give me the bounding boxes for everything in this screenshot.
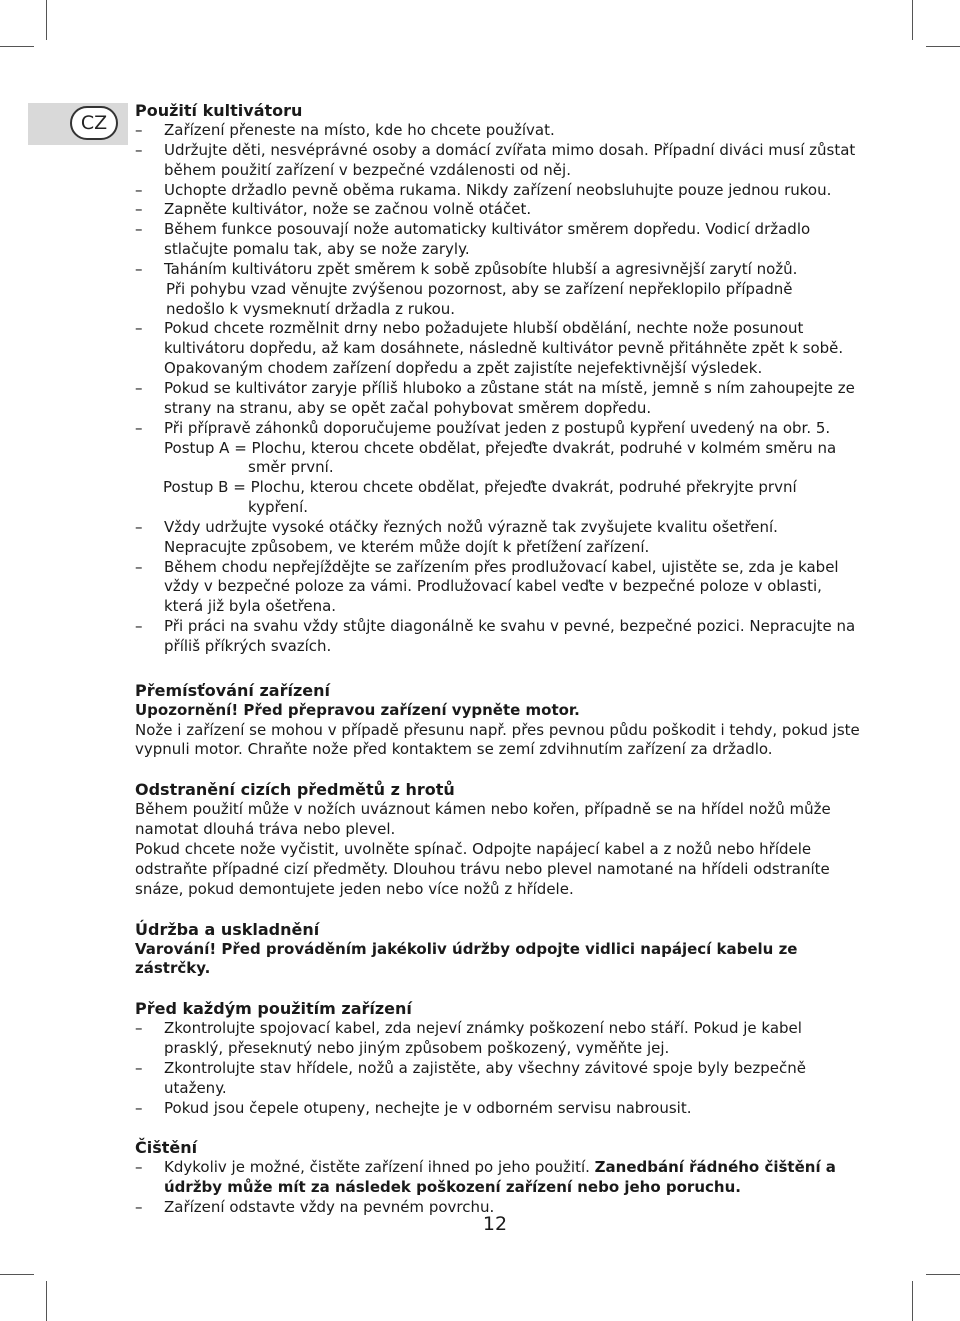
foreign-objects-p2: Pokud chcete nože vyčistit, uvolněte spínač. Odpojte napájecí kabel a z nožů nebo hřídele odstraňte případné cizí předměty. Dlouhou trávu nebo plevel namotané na hřídeli odstraníte snáze, pokud demontujete jeden nebo více nožů z hřídele. [135, 840, 830, 898]
page-number: 12 [482, 1213, 508, 1235]
transport-warning: Upozornění! Před přepravou zařízení vypněte motor. [135, 700, 580, 719]
list-item: – Při přípravě záhonků doporučujeme používat jeden z postupů kypření uvedený na obr. 5. [135, 419, 860, 439]
crop-mark [926, 1274, 960, 1275]
list-item: – Zařízení odstavte vždy na pevném povrchu. [135, 1198, 860, 1218]
rpm-list [135, 518, 860, 538]
section-title-usage: Použití kultivátoru [135, 101, 303, 120]
crop-mark [46, 1281, 47, 1321]
cleaning-list [135, 1158, 860, 1218]
crop-mark [926, 46, 960, 47]
rpm-note: Nepracujte způsobem, ve kterém může dojít k přetížení zařízení. [164, 537, 650, 556]
postup-a-line1: Postup A = Plochu, kterou chcete obdělat, přejeďte dvakrát, podruhé v kolmém směru na [164, 438, 837, 457]
usage-list-b [135, 319, 860, 438]
page-content [135, 101, 860, 1218]
list-item: – Pokud jsou čepele otupeny, nechejte je v odborném servisu nabrousit. [135, 1099, 860, 1119]
list-item: – Během chodu nepřejíždějte se zařízením přes prodlužovací kabel, ujistěte se, zda je kabel vždy v bezpečné poloze za vámi. Prodlužovací kabel veďte v bezpečné poloze v oblasti, která již byla ošetřena. [135, 558, 860, 618]
usage-list [135, 121, 860, 280]
list-item: – Během funkce posouvají nože automaticky kultivátor směrem dopředu. Vodicí držadlo stlačujte pomalu tak, aby se nože zaryly. [135, 220, 860, 260]
list-item [135, 1158, 860, 1198]
usage-list-c [135, 558, 860, 657]
section-title-cleaning: Čištění [135, 1138, 198, 1158]
list-item: – Uchopte držadlo pevně oběma rukama. Nikdy zařízení neobsluhujte pouze jednou rukou. [135, 181, 860, 201]
section-title-transport: Přemísťování zařízení [135, 680, 330, 700]
postup-b-line2: kypření. [248, 498, 309, 517]
list-item: – Zařízení přeneste na místo, kde ho chcete používat. [135, 121, 860, 141]
list-item: – Zkontrolujte stav hřídele, nožů a zajistěte, aby všechny závitové spoje byly bezpečně utaženy. [135, 1059, 860, 1099]
list-item: – Pokud chcete rozmělnit drny nebo požadujete hlubší obdělání, nechte nože posunout kultivátoru dopředu, až kam dosáhnete, následně kultivátor pevně přitáhněte zpět k sobě. Opakovaným chodem zařízení dopředu a zpět zajistíte nejefektivnější výsledek. [135, 319, 860, 379]
postup-b-line1: Postup B = Plochu, kterou chcete obdělat, přejeďte dvakrát, podruhé překryjte první [163, 478, 797, 497]
cleaning-text: Kdykoliv je možné, čistěte zařízení ihned po jeho použití. [164, 1158, 595, 1177]
cleaning-warning: Zanedbání řádného čištění a údržby může mít za následek poškození zařízení nebo jeho poruchu. [164, 1158, 836, 1197]
crop-mark [912, 1281, 913, 1321]
list-item: – Udržujte děti, nesvéprávné osoby a domácí zvířata mimo dosah. Případní diváci musí zůstat během použití zařízení v bezpečné vzdálenosti od něj. [135, 141, 860, 181]
section-title-maintenance: Údržba a uskladnění [135, 919, 320, 939]
crop-mark [46, 0, 47, 40]
crop-mark [912, 0, 913, 40]
before-use-list [135, 1019, 860, 1118]
list-item: – Zkontrolujte spojovací kabel, zda nejeví známky poškození nebo stáří. Pokud je kabel prasklý, přeseknutý nebo jiným způsobem poškozený, vyměňte jej. [135, 1019, 860, 1059]
list-item: – Při práci na svahu vždy stůjte diagonálně ke svahu v pevné, bezpečné pozici. Nepracujte na příliš příkrých svazích. [135, 617, 860, 657]
list-item: – Taháním kultivátoru zpět směrem k sobě způsobíte hlubší a agresivnější zarytí nožů. [135, 260, 860, 280]
list-item: – Vždy udržujte vysoké otáčky řezných nožů výrazně tak zvyšujete kvalitu ošetření. [135, 518, 860, 538]
backward-note: Při pohybu vzad věnujte zvýšenou pozornost, aby se zařízení nepřeklopilo případně nedošlo k vysmeknutí držadla z rukou. [166, 279, 793, 318]
crop-mark [0, 1274, 34, 1275]
maintenance-warning: Varování! Před prováděním jakékoliv údržby odpojte vidlici napájecí kabelu ze zástrčky. [135, 939, 798, 978]
foreign-objects-p1: Během použití může v nožích uváznout kámen nebo kořen, případně se na hřídel nožů může namotat dlouhá tráva nebo plevel. [135, 800, 831, 839]
list-item: – Zapněte kultivátor, nože se začnou volně otáčet. [135, 200, 860, 220]
language-badge: CZ [70, 106, 118, 140]
crop-mark [0, 46, 34, 47]
section-title-before-use: Před každým použitím zařízení [135, 999, 412, 1019]
transport-text: Nože i zařízení se mohou v případě přesunu např. přes pevnou půdu poškodit i tehdy, pokud jste vypnuli motor. Chraňte nože před kontaktem se zemí zdvihnutím zařízení za držadlo. [135, 720, 860, 759]
list-item: – Pokud se kultivátor zaryje příliš hluboko a zůstane stát na místě, jemně s ním zahoupejte ze strany na stranu, aby se opět začal pohybovat směrem dopředu. [135, 379, 860, 419]
postup-a-line2: směr první. [248, 458, 334, 477]
section-title-foreign-objects: Odstranění cizích předmětů z hrotů [135, 780, 455, 800]
